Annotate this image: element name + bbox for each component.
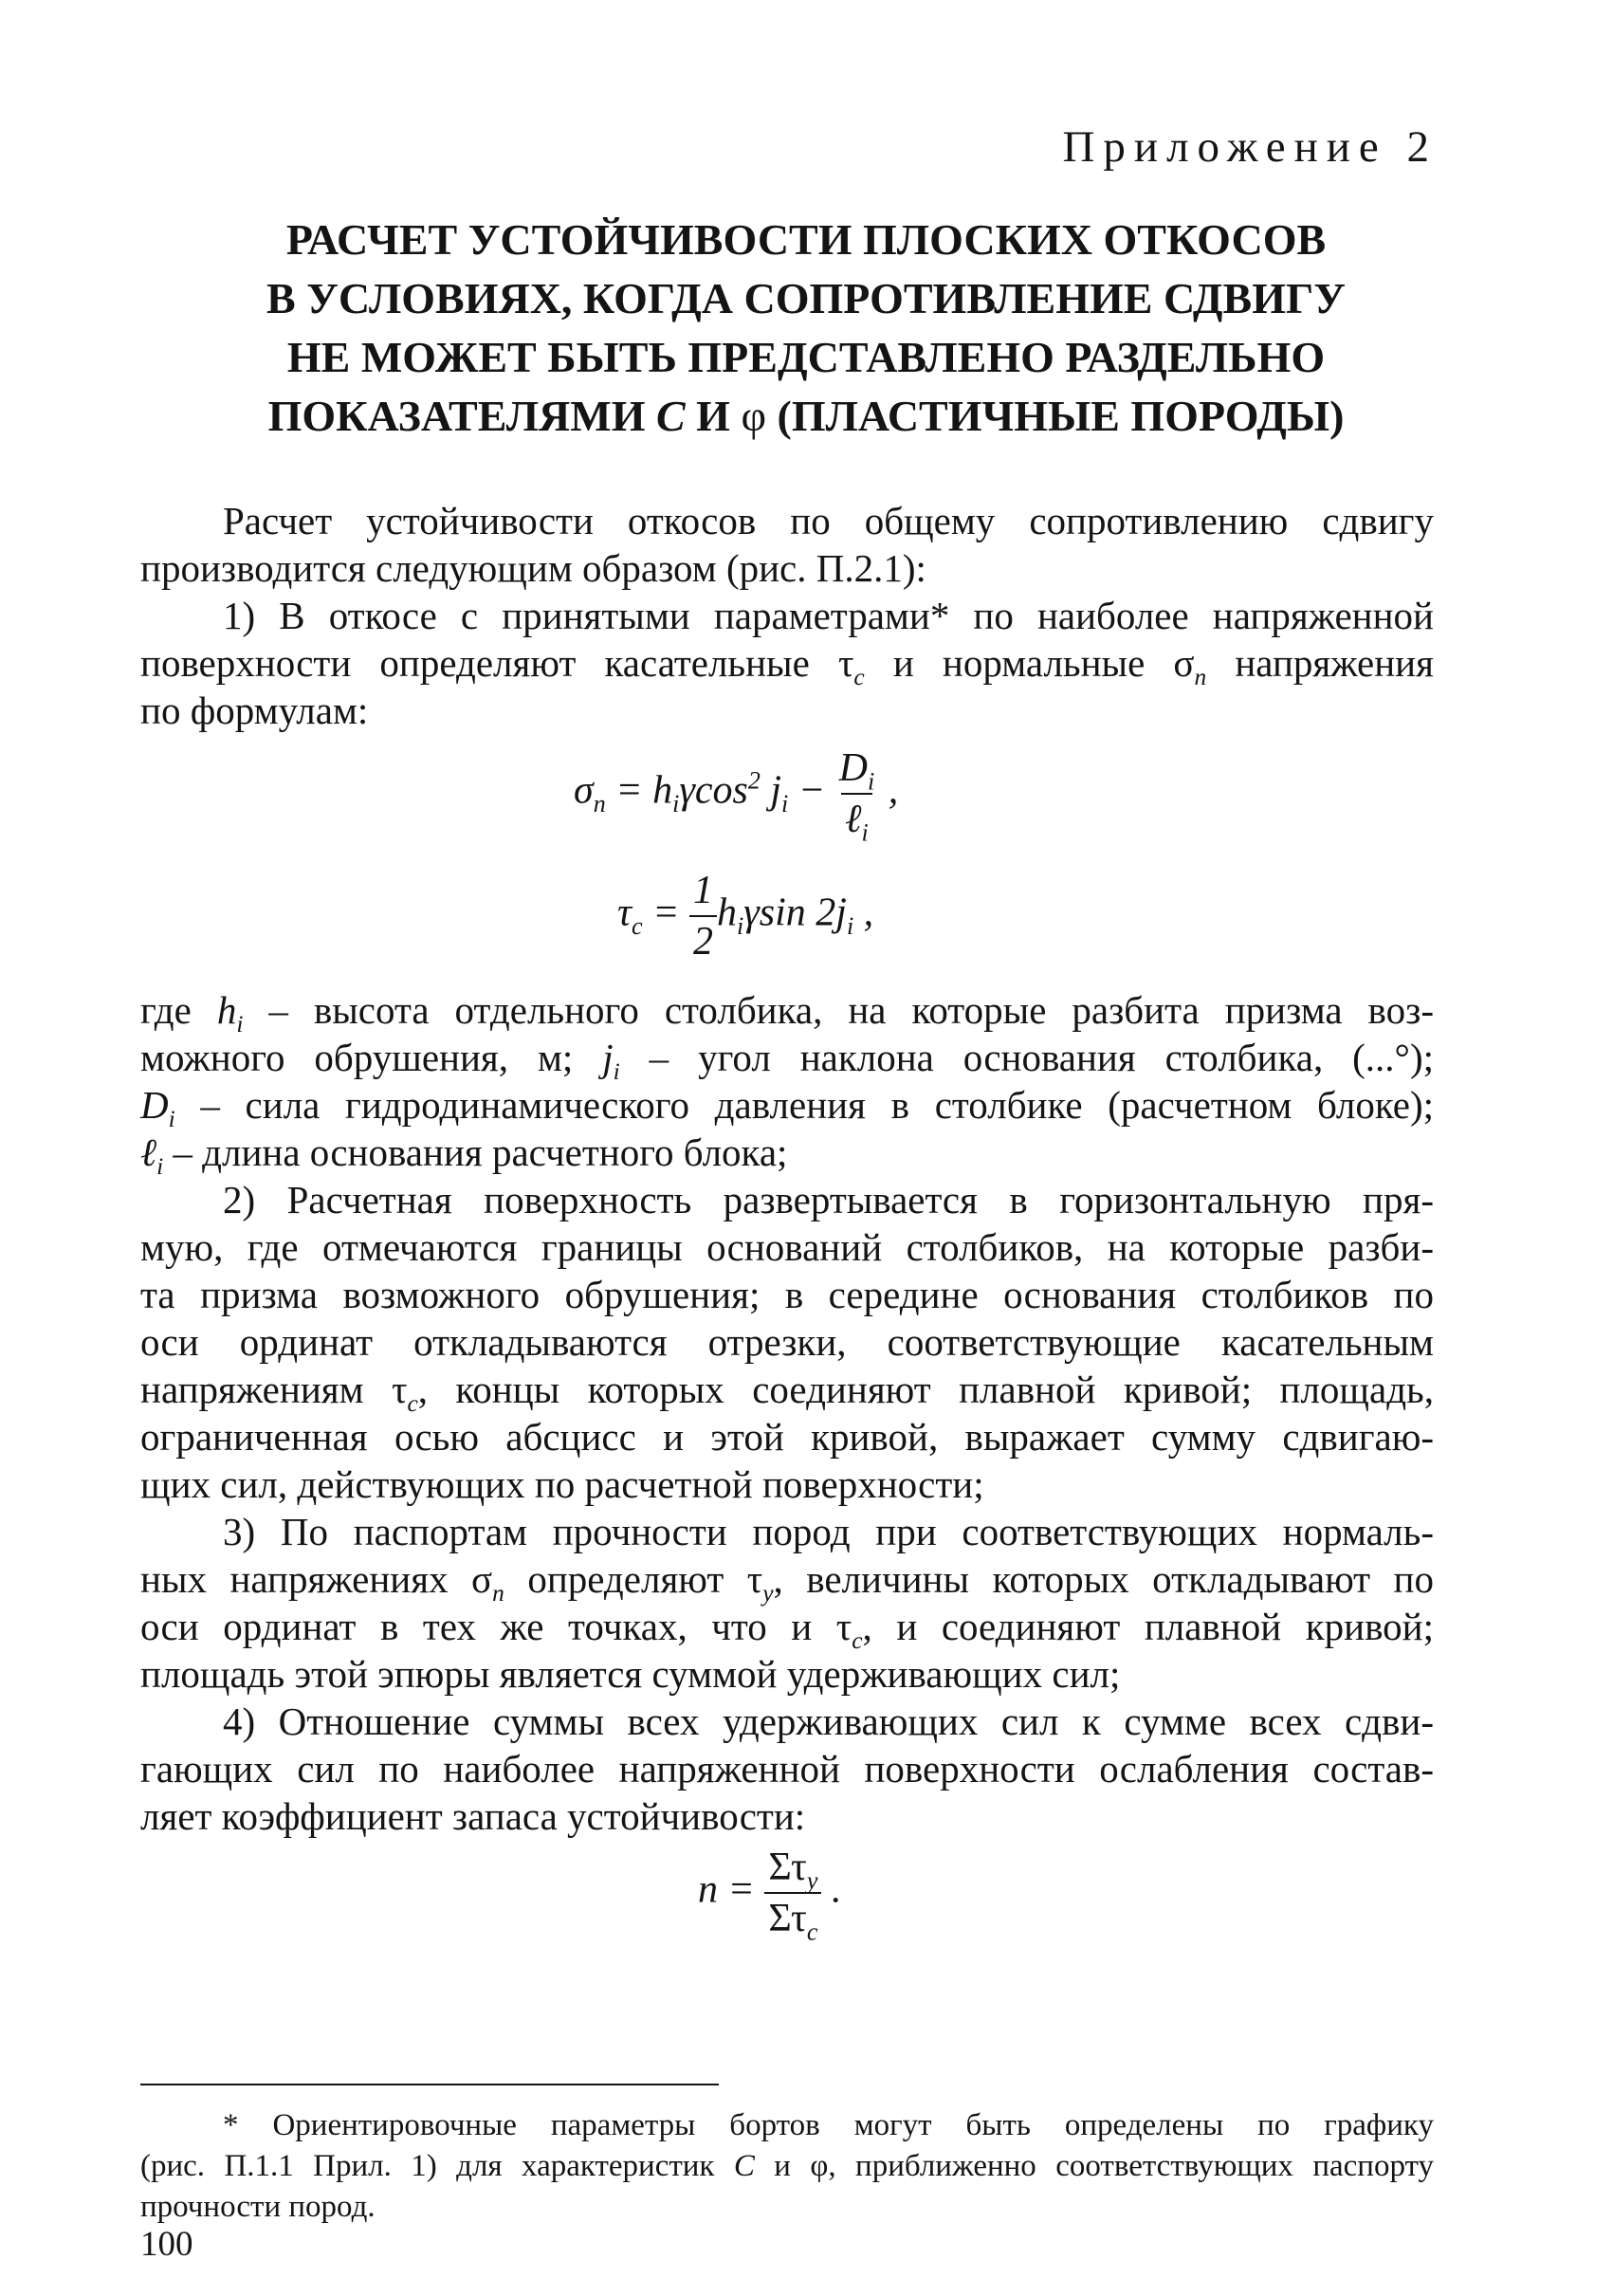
text-line: ℓ$_i$ – длина основания расчетного блока; <box>140 1130 788 1181</box>
footnote <box>140 2105 1434 2228</box>
text-line: ляет коэффициент запаса устойчивости: <box>140 1794 806 1838</box>
text-line: по формулам: <box>140 689 369 732</box>
text-line: та призма возможного обрушения; в середине основания столбиков по <box>140 1273 1434 1316</box>
page-title <box>190 211 1422 446</box>
text-line: $D_i$ – сила гидродинамического давления в столбике (расчетном блоке); <box>140 1083 1434 1133</box>
text-line: ных напряжениях $\sigma_n$ определяют $\tau_у$, величины которых откладывают по <box>140 1557 1434 1607</box>
step-1-paragraph <box>140 592 1434 734</box>
formula-safety-factor: n = $\frac{\Sigma\tau_y}{\Sigma\tau_c}$ . <box>698 1846 842 1946</box>
step-4-paragraph <box>140 1698 1434 1840</box>
formula-sigma-n: $\sigma_n = h_i\gamma\cos^2$ $j_i$ − $\frac{D_i}{\ell_i}$ , <box>574 746 899 847</box>
title-line: В УСЛОВИЯХ, КОГДА СОПРОТИВЛЕНИЕ СДВИГУ <box>266 274 1347 322</box>
text-line: где $h_i$ – высота отдельного столбика, на которые разбита призма воз- <box>140 988 1434 1038</box>
footnote-line: прочности пород. <box>140 2190 376 2224</box>
text-line: можного обрушения, м; $j_i$ – угол наклона основания столбика, (...°); <box>140 1036 1434 1086</box>
step-2-paragraph <box>140 1176 1434 1508</box>
text-line: Расчет устойчивости откосов по общему сопротивлению сдвигу <box>223 499 1434 542</box>
appendix-label: Приложение 2 <box>1062 122 1438 172</box>
title-line: РАСЧЕТ УСТОЙЧИВОСТИ ПЛОСКИХ ОТКОСОВ <box>285 215 1327 264</box>
text-line: площадь этой эпюры является суммой удерживающих сил; <box>140 1652 1121 1696</box>
text-line: щих сил, действующих по расчетной поверхности; <box>140 1462 984 1506</box>
definitions-paragraph <box>140 986 1434 1181</box>
page-number: 100 <box>140 2225 193 2264</box>
formula-tau-c: $\tau_c$ = $\frac{1}{2}$ $h_i\gamma\sin$ $2j_i$ , <box>617 869 874 964</box>
text-line: 4) Отношение суммы всех удерживающих сил к сумме всех сдви- <box>223 1699 1434 1743</box>
fraction: $\frac{\Sigma\tau_y}{\Sigma\tau_c}$ <box>764 1845 821 1941</box>
text-line: напряжениям $\tau_с$, концы которых соединяют плавной кривой; площадь, <box>140 1368 1435 1418</box>
title-line: НЕ МОЖЕТ БЫТЬ ПРЕДСТАВЛЕНО РАЗДЕЛЬНО <box>286 333 1326 381</box>
footnote-line: (рис. П.1.1 Прил. 1) для характеристик С и φ, приближенно соответствующих паспорту <box>140 2149 1434 2183</box>
text-line: поверхности определяют касательные $\tau_с$ и нормальные $\sigma_n$ напряжения <box>140 641 1434 691</box>
title-line: ПОКАЗАТЕЛЯМИ С И φ (ПЛАСТИЧНЫЕ ПОРОДЫ) <box>267 392 1345 440</box>
text-line: гающих сил по наиболее напряженной поверхности ослабления состав- <box>140 1747 1434 1791</box>
step-3-paragraph <box>140 1508 1434 1698</box>
text-line: ограниченная осью абсцисс и этой кривой, выражает сумму сдвигаю- <box>140 1415 1434 1459</box>
text-line: оси ординат в тех же точках, что и $\tau_с$, и соединяют плавной кривой; <box>140 1605 1434 1655</box>
footnote-line: * Ориентировочные параметры бортов могут быть определены по графику <box>223 2108 1434 2142</box>
fraction: $\frac{1}{2}$ <box>689 868 717 964</box>
text-line: 1) В откосе с принятыми параметрами* по наиболее напряженной <box>223 594 1434 637</box>
text-line: 3) По паспортам прочности пород при соответствующих нормаль- <box>223 1510 1434 1553</box>
footnote-divider <box>140 2084 719 2085</box>
text-line: производится следующим образом (рис. П.2.1): <box>140 546 926 590</box>
text-line: 2) Расчетная поверхность развертывается в горизонтальную пря- <box>223 1178 1434 1221</box>
text-line: оси ординат откладываются отрезки, соответствующие касательным <box>140 1320 1434 1364</box>
fraction: $\frac{D_i}{\ell_i}$ <box>838 746 875 847</box>
text-line: мую, где отмечаются границы оснований столбиков, на которые разби- <box>140 1225 1434 1269</box>
intro-paragraph <box>140 497 1434 592</box>
